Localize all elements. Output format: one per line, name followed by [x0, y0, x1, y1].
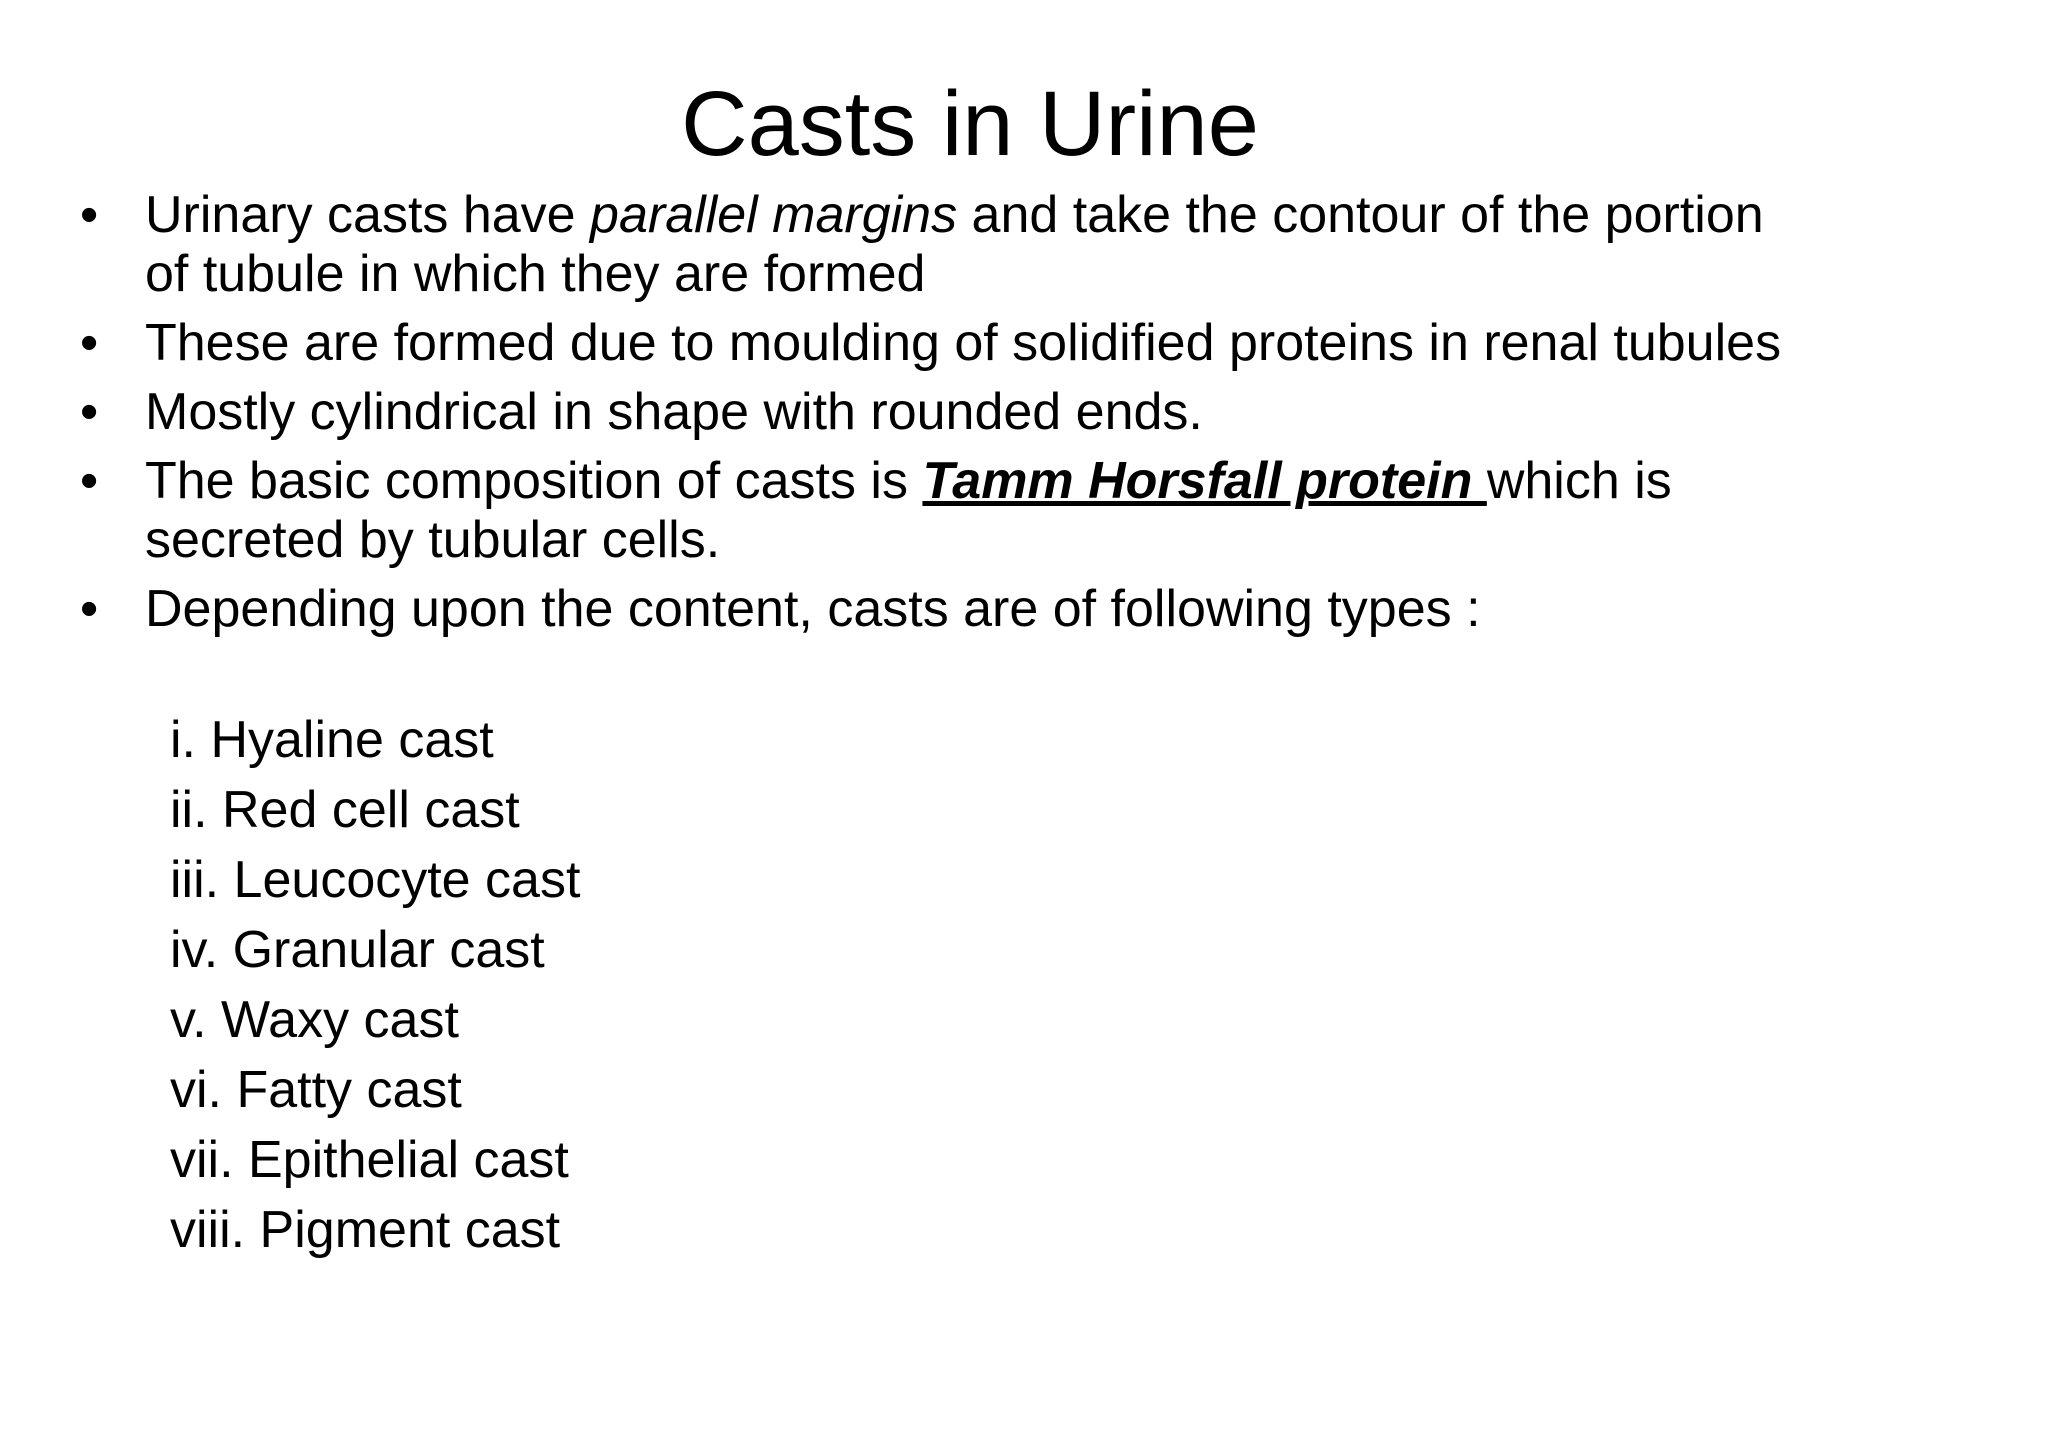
cast-type-item: iv. Granular cast — [170, 921, 545, 979]
bullet-icon: • — [80, 452, 99, 510]
bullet-text-post: and take the contour of the portion of tubule in which they are formed — [145, 186, 1764, 303]
bullet-item — [80, 314, 1800, 373]
bullet-text-post: which is secreted by tubular cells. — [145, 452, 1672, 569]
bullet-item — [80, 452, 1800, 570]
bullet-text: Depending upon the content, casts are of following types : — [145, 580, 1481, 638]
bullet-text: Mostly cylindrical in shape with rounded ends. — [145, 383, 1203, 441]
bullet-text-pre: Urinary casts have — [145, 186, 591, 244]
bullet-item — [80, 186, 1800, 304]
bullet-text-pre: The basic composition of casts is — [145, 452, 923, 510]
bullet-list — [80, 186, 1800, 649]
bullet-icon: • — [80, 314, 99, 372]
bullet-icon: • — [80, 580, 99, 638]
bullet-icon: • — [80, 186, 99, 244]
cast-type-item: v. Waxy cast — [170, 991, 459, 1049]
bullet-item — [80, 383, 1800, 442]
cast-types-list — [170, 705, 580, 1265]
bullet-icon: • — [80, 383, 99, 441]
cast-type-item: i. Hyaline cast — [170, 711, 494, 769]
cast-type-item: viii. Pigment cast — [170, 1201, 561, 1259]
cast-type-item: iii. Leucocyte cast — [170, 851, 581, 909]
cast-type-item: vi. Fatty cast — [170, 1061, 462, 1119]
cast-type-item: vii. Epithelial cast — [170, 1131, 569, 1189]
bullet-text: These are formed due to moulding of solidified proteins in renal tubules — [145, 314, 1782, 372]
slide-title: Casts in Urine — [681, 73, 1259, 175]
bullet-item — [80, 580, 1800, 639]
bullet-text-italic: parallel margins — [590, 186, 958, 244]
bullet-text-emphasis: Tamm Horsfall protein — [922, 452, 1487, 510]
cast-type-item: ii. Red cell cast — [170, 781, 520, 839]
